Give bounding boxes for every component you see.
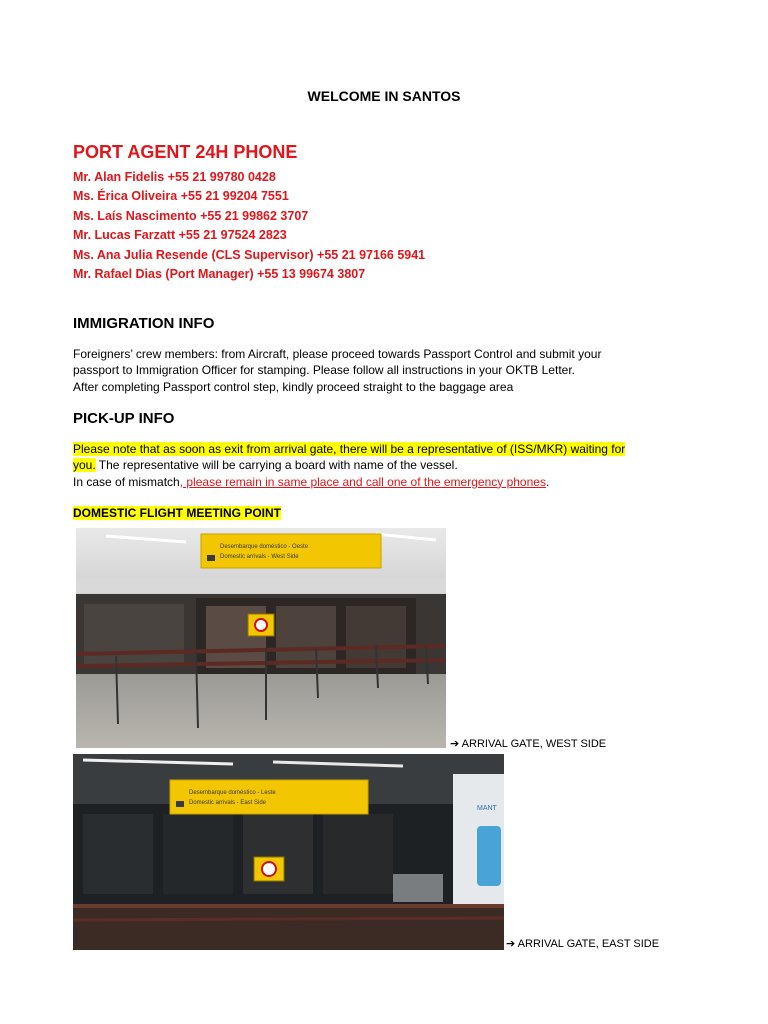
mismatch-suffix: . xyxy=(545,474,550,489)
mismatch-instruction: , please remain in same place and call one of the emergency phones xyxy=(179,474,546,489)
caption-west: ➔ ARRIVAL GATE, WEST SIDE xyxy=(450,738,607,750)
port-agent-heading: PORT AGENT 24H PHONE xyxy=(73,142,298,162)
contact-list xyxy=(73,168,425,284)
immigration-line: Foreigners’ crew members: from Aircraft, please proceed towards Passport Control and submit your xyxy=(73,347,602,361)
immigration-line: passport to Immigration Officer for stamping. Please follow all instructions in your OKTB Letter. xyxy=(73,363,575,378)
immigration-line: After completing Passport control step, kindly proceed straight to the baggage area xyxy=(73,379,514,394)
pickup-text xyxy=(73,441,713,490)
wall-text: MANT xyxy=(477,805,497,812)
sign-text-east-1: Desembarque doméstico - Leste xyxy=(189,790,276,796)
contact-item: Mr. Rafael Dias (Port Manager) +55 13 99674 3807 xyxy=(73,267,366,282)
arrival-gate-east-photo xyxy=(73,754,504,950)
pickup-text-rest: The representative will be carrying a board with name of the vessel. xyxy=(95,458,458,473)
pickup-highlight: Please note that as soon as exit from arrival gate, there will be a representative of (ISS/MKR) waiting for xyxy=(73,442,626,456)
contact-item: Ms. Laís Nascimento +55 21 99862 3707 xyxy=(73,208,309,223)
sign-text-west-1: Desembarque doméstico - Oeste xyxy=(220,544,309,550)
meeting-point-heading: DOMESTIC FLIGHT MEETING POINT xyxy=(73,506,281,520)
sign-text-west-2: Domestic arrivals - West Side xyxy=(220,554,299,560)
pickup-highlight: you. xyxy=(73,458,96,473)
contact-item: Mr. Lucas Farzatt +55 21 97524 2823 xyxy=(73,228,287,243)
sign-text-east-2: Domestic arrivals - East Side xyxy=(189,800,267,806)
immigration-text xyxy=(73,346,693,395)
contact-item: Ms. Ana Julia Resende (CLS Supervisor) +55 21 97166 5941 xyxy=(73,247,426,262)
mismatch-prefix: In case of mismatch xyxy=(73,474,180,489)
caption-east: ➔ ARRIVAL GATE, EAST SIDE xyxy=(506,938,660,950)
pickup-heading: PICK-UP INFO xyxy=(73,410,175,427)
contact-item: Ms. Érica Oliveira +55 21 99204 7551 xyxy=(73,189,289,204)
immigration-heading: IMMIGRATION INFO xyxy=(73,315,215,332)
contact-item: Mr. Alan Fidelis +55 21 99780 0428 xyxy=(73,170,276,184)
arrival-gate-west-photo xyxy=(76,528,446,748)
page-title: WELCOME IN SANTOS xyxy=(307,88,461,104)
